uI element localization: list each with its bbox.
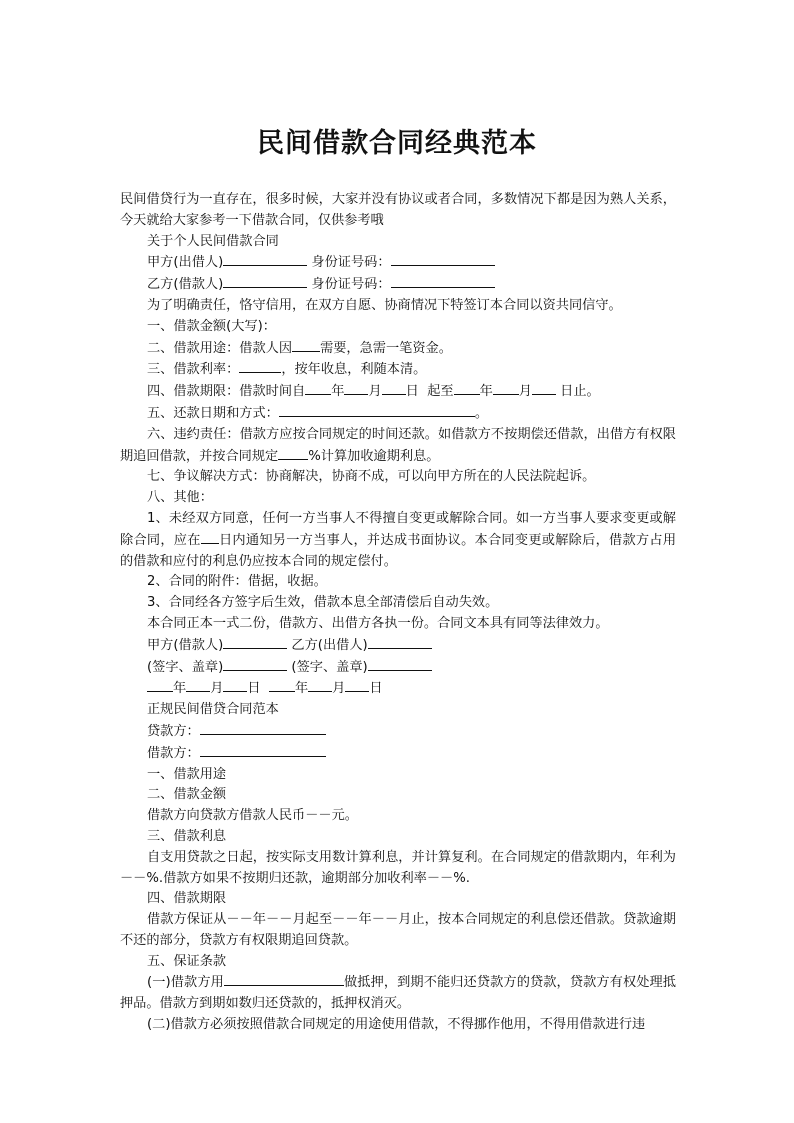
blank-line — [223, 274, 307, 288]
clause: 一、借款金额(大写)： — [147, 318, 276, 334]
lender-line: 贷款方： — [120, 721, 676, 743]
blank-line — [186, 678, 210, 692]
blank-line — [200, 743, 326, 757]
clause: 借款方向贷款方借款人民币－－元。 — [147, 808, 358, 824]
blank-line — [344, 381, 368, 395]
blank-line — [223, 678, 247, 692]
blank-line — [278, 446, 308, 460]
date-line: 年 月 日 年 月 日 — [120, 678, 676, 700]
document-title: 民间借款合同经典范本 — [257, 128, 537, 159]
clause-heading: 四、借款期限 — [147, 891, 227, 907]
party-b-line: 乙方(借款人) 身份证号码： — [120, 274, 676, 296]
blank-line — [368, 657, 432, 671]
blank-line — [223, 252, 307, 266]
intro-paragraph: 民间借贷行为一直存在，很多时候，大家并没有协议或者合同，多数情况下都是因为熟人关系，今天就给大家参考一下借款合同，仅供参考哦 — [120, 192, 676, 228]
clause: (二)借款方必须按照借款合同规定的用途使用借款，不得挪作他用，不得用借款进行违 — [147, 1017, 646, 1033]
signature-line: (签字、盖章) (签字、盖章) — [120, 657, 676, 679]
clause: 五、还款日期和方式： 。 — [120, 403, 676, 425]
clause: 自支用贷款之日起，按实际支用数计算利息，并计算复利。在合同规定的借款期内，年利为－－%.借款方如果不按期归还款，逾期部分加收利率－－%. — [120, 849, 676, 886]
clause: 四、借款期限：借款时间自 年 月 日 起至 年 月 日止。 — [120, 381, 676, 403]
blank-line — [305, 381, 331, 395]
blank-line — [147, 678, 173, 692]
blank-line — [223, 657, 287, 671]
clause: 八、其他： — [147, 490, 213, 506]
blank-line — [308, 678, 332, 692]
clause: 三、借款利率： ，按年收息，利随本清。 — [120, 359, 676, 381]
clause: 七、争议解决方式：协商解决，协商不成，可以向甲方所在的人民法院起诉。 — [147, 469, 596, 485]
clause-heading: 五、保证条款 — [147, 953, 227, 969]
clause: 2、合同的附件：借据，收据。 — [147, 574, 327, 590]
blank-line — [382, 381, 406, 395]
borrower-line: 借款方： — [120, 743, 676, 765]
paragraph: 本合同正本一式二份，借款方、出借方各执一份。合同文本具有同等法律效力。 — [147, 615, 609, 631]
blank-line — [239, 359, 281, 373]
blank-line — [200, 721, 326, 735]
document-body — [120, 190, 676, 1036]
blank-line — [279, 403, 475, 417]
blank-line — [292, 338, 320, 352]
clause-heading: 二、借款金额 — [147, 787, 227, 803]
clause: 六、违约责任：借款方应按合同规定的时间还款。如借款方不按期偿还借款，出借方有权限期追回借款，并按合同规定 %计算加收逾期利息。 — [120, 426, 676, 464]
section-heading: 关于个人民间借款合同 — [147, 233, 279, 249]
blank-line — [345, 678, 369, 692]
clause: 借款方保证从－－年－－月起至－－年－－月止，按本合同规定的利息偿还借款。贷款逾期不还的部分，贷款方有权限期追回贷款。 — [120, 912, 676, 948]
blank-line — [269, 678, 295, 692]
clause: (一)借款方用 做抵押，到期不能归还贷款方的贷款，贷款方有权处理抵押品。借款方到期如数归还贷款的，抵押权消灭。 — [120, 972, 676, 1015]
clause: 3、合同经各方签字后生效，借款本息全部清偿后自动失效。 — [147, 595, 499, 611]
blank-line — [532, 381, 556, 395]
blank-line — [454, 381, 480, 395]
clause: 1、未经双方同意，任何一方当事人不得擅自变更或解除合同。如一方当事人要求变更或解除合同，应在 日内通知另一方当事人，并达成书面协议。本合同变更或解除后，借款方占用的借款和应付的利息仍应按本合同的规定偿付。 — [120, 510, 677, 569]
blank-line — [391, 252, 495, 266]
blank-line — [201, 530, 219, 544]
signature-line: 甲方(借款人) 乙方(出借人) — [120, 635, 676, 657]
paragraph: 为了明确责任，恪守信用，在双方自愿、协商情况下特签订本合同以资共同信守。 — [147, 297, 622, 313]
blank-line — [493, 381, 519, 395]
blank-line — [223, 635, 287, 649]
blank-line — [391, 274, 495, 288]
party-a-line: 甲方(出借人) 身份证号码： — [120, 252, 676, 274]
clause-heading: 三、借款利息 — [147, 828, 227, 844]
blank-line — [224, 972, 344, 986]
section-heading: 正规民间借贷合同范本 — [147, 702, 279, 718]
clause-heading: 一、借款用途 — [147, 766, 227, 782]
clause: 二、借款用途：借款人因 需要，急需一笔资金。 — [120, 338, 676, 360]
blank-line — [368, 635, 432, 649]
